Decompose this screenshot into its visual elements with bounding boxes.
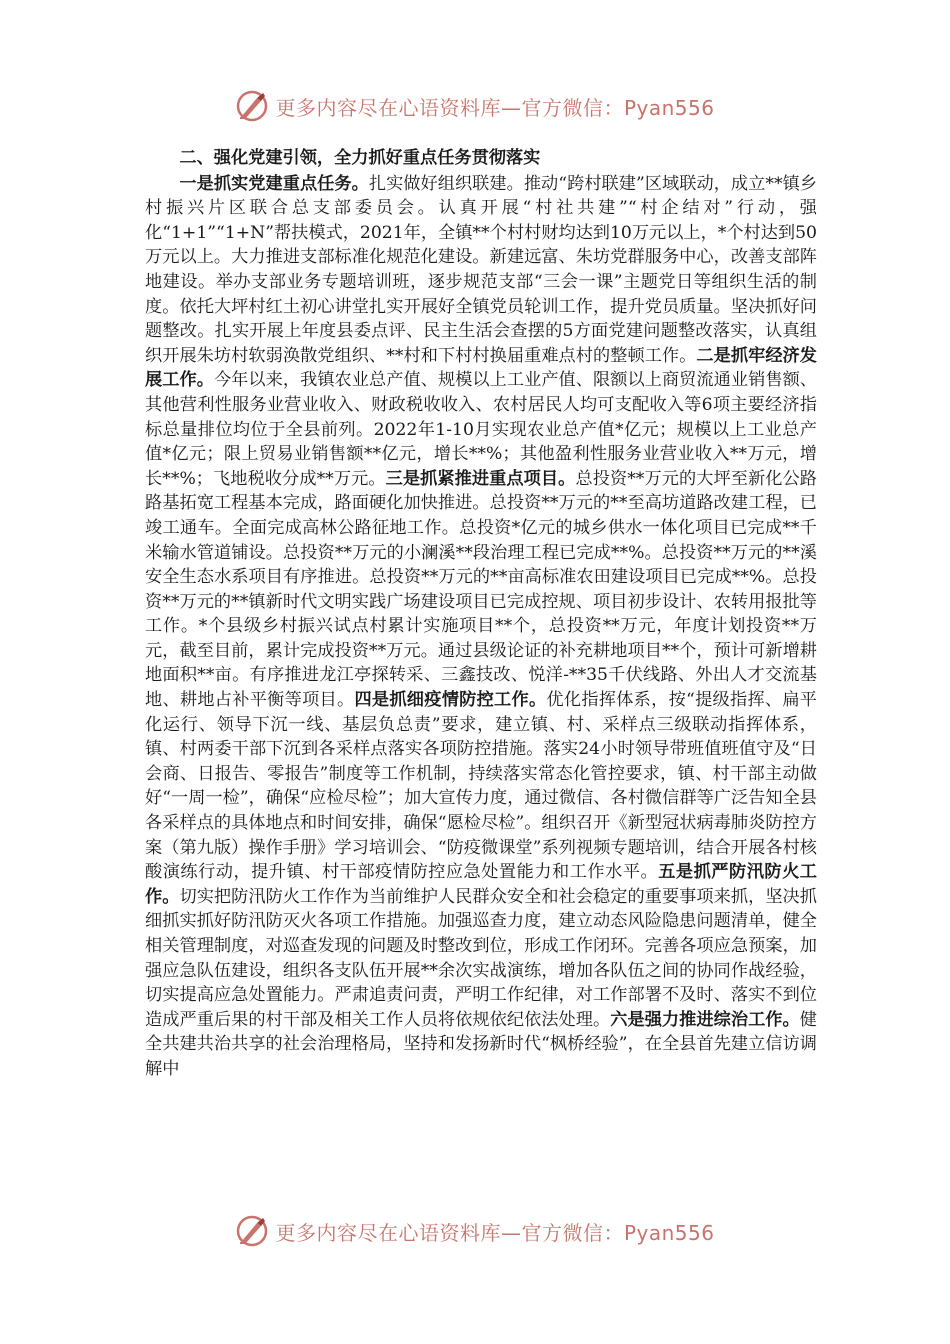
section-heading: 二、强化党建引领，全力抓好重点任务贯彻落实: [179, 148, 541, 168]
subheading-lead: 一是抓实党建重点任务。: [179, 173, 369, 194]
bottom-watermark-banner: [0, 1211, 950, 1251]
document-body: [145, 146, 817, 1082]
paragraph-text: 总投资**万元的大坪至新化公路路基拓宽工程基本完成，路面硬化加快推进。总投资**万元的**至高坊道路改建工程，已竣工通车。全面完成高林公路征地工作。总投资*亿元的城乡供水一体化项目已完成**千米输水管道铺设。总投资**万元的小澜溪**段治理工程已完成**%。总投资**万元的**溪安全生态水系项目有序推进。总投资**万元的**亩高标准农田建设项目已完成**%。总投资**万元的**镇新时代文明实践广场建设项目已完成控规、项目初步设计、农转用报批等工作。*个县级乡村振兴试点村累计实施项目**个，总投资**万元，年度计划投资**万元，截至目前，累计完成投资**万元。通过县级论证的补充耕地项目**个，预计可新增耕地面积**亩。有序推进龙江亭探转采、三鑫技改、悦洋-**35千伏线路、外出人才交流基地、耕地占补平衡等项目。: [145, 468, 817, 711]
paragraph-text: 扎实做好组织联建。推动“跨村联建”区域联动，成立**镇乡村振兴片区联合总支部委员会。认真开展“村社共建”“村企结对”行动，强化“1+1”“1+N”帮扶模式，2021年，全镇**个村村财均达到10万元以上，*个村达到50万元以上。大力推进支部标准化规范化建设。新建远富、朱坊党群服务中心，改善支部阵地建设。举办支部业务专题培训班，逐步规范支部“三会一课”主题党日等组织生活的制度。依托大坪村红土初心讲堂扎实开展好全镇党员轮训工作，提升党员质量。坚决抓好问题整改。扎实开展上年度县委点评、民主生活会查摆的5方面党建问题整改落实，认真组织开展朱坊村软弱涣散党组织、**村和下村村换届重难点村的整顿工作。: [145, 173, 817, 366]
paragraph-text: 优化指挥体系，按“提级指挥、扁平化运行、领导下沉一线、基层负总责”要求，建立镇、村、采样点三级联动指挥体系，镇、村两委干部下沉到各采样点落实各项防控措施。落实24小时领导带班值班值守及“日会商、日报告、零报告”制度等工作机制，持续落实常态化管控要求，镇、村干部主动做好“一周一检”，确保“应检尽检”；加大宣传力度，通过微信、各村微信群等广泛告知全县各采样点的具体地点和时间安排，确保“愿检尽检”。组织召开《新型冠状病毒肺炎防控方案（第九版）操作手册》学习培训会、“防疫微课堂”系列视频专题培训，结合开展各村核酸演练行动，提升镇、村干部疫情防控应急处置能力和工作水平。: [145, 690, 817, 883]
subheading-lead: 三是抓紧推进重点项目。: [385, 468, 576, 489]
watermark-text: 更多内容尽在心语资料库—官方微信：Pyan556: [275, 1220, 715, 1245]
subheading-lead: 四是抓细疫情防控工作。: [354, 690, 547, 711]
watermark-text: 更多内容尽在心语资料库—官方微信：Pyan556: [275, 95, 715, 120]
pen-logo-icon: [235, 1214, 269, 1248]
top-watermark-banner: [0, 86, 950, 126]
paragraph-text: 今年以来，我镇农业总产值、规模以上工业产值、限额以上商贸流通业销售额、其他营利性服务业营业收入、财政税收收入、农村居民人均可支配收入等6项主要经济指标总量排位均位于全县前列。2022年1-10月实现农业总产值*亿元；规模以上工业总产值*亿元；限上贸易业销售额**亿元，增长**%；其他盈利性服务业营业收入**万元，增长**%；飞地税收分成**万元。: [145, 370, 817, 489]
subheading-lead: 六是强力推进综治工作。: [610, 1009, 800, 1030]
paragraph-text: 切实把防汛防火工作作为当前维护人民群众安全和社会稳定的重要事项来抓，坚决抓细抓实抓好防汛防灭火各项工作措施。加强巡查力度，建立动态风险隐患问题清单，健全相关管理制度，对巡查发现的问题及时整改到位，形成工作闭环。完善各项应急预案，加强应急队伍建设，组织各支队伍开展**余次实战演练，增加各队伍之间的协同作战经验，切实提高应急处置能力。严肃追责问责，严明工作纪律，对工作部署不及时、落实不到位造成严重后果的村干部及相关工作人员将依规依纪依法处理。: [145, 886, 817, 1030]
subheading-lead: 二是抓牢经济发展工作。: [145, 345, 817, 391]
body-paragraph: [145, 172, 817, 1082]
pen-logo-icon: [235, 89, 269, 123]
paragraph-text: 健全共建共治共享的社会治理格局，坚持和发扬新时代“枫桥经验”，在全县首先建立信访调解中: [145, 1009, 817, 1079]
subheading-lead: 五是抓严防汛防火工作。: [145, 862, 817, 907]
